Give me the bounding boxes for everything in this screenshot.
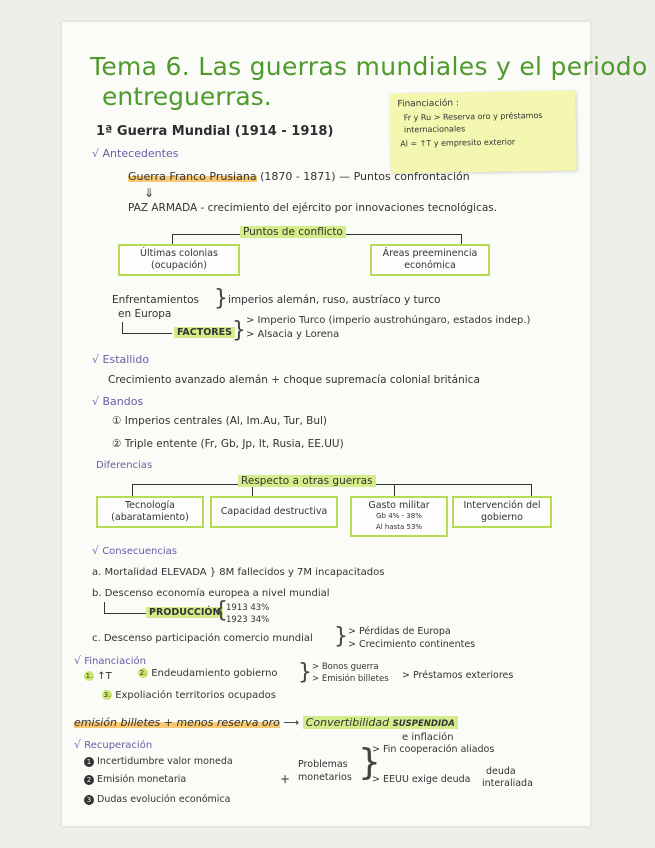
note-heading: Financiación : <box>397 98 460 110</box>
brace: } <box>358 742 381 783</box>
box-gasto-militar <box>350 496 448 537</box>
consecuencia-a: a. Mortalidad ELEVADA } 8M fallecidos y 7M incapacitados <box>92 567 385 578</box>
bracket-tick <box>132 484 133 496</box>
note-line: internacionales <box>403 124 466 135</box>
produccion-label: PRODUCCIÓN <box>146 607 223 618</box>
consecuencia-c-item: > Crecimiento continentes <box>348 639 476 650</box>
diferencias-heading: Diferencias <box>96 460 153 471</box>
paz-armada: PAZ ARMADA - crecimiento del ejército por innovaciones tecnológicas. <box>128 202 498 214</box>
arrow-shaft <box>122 333 172 334</box>
problema-item: > Fin cooperación aliados <box>372 744 495 755</box>
box-areas-preeminencia: Áreas preeminencia económica <box>370 244 490 276</box>
sticky-note <box>389 90 576 173</box>
produccion-value: 1913 43% <box>226 603 270 613</box>
emision-line: emisión billetes + menos reserva oro ⟶ Convertibilidad SUSPENDIDA <box>74 716 458 729</box>
factor-item: > Imperio Turco (imperio austrohúngaro, estados indep.) <box>246 315 531 326</box>
section-subtitle: 1ª Guerra Mundial (1914 - 1918) <box>96 124 334 139</box>
recuperacion-item: 3 Dudas evolución económica <box>84 794 231 805</box>
monetarios: monetarios <box>298 772 352 783</box>
enfrentamientos-detail: imperios alemán, ruso, austríaco y turco <box>228 294 441 306</box>
gasto-line: Al hasta 53% <box>375 523 423 531</box>
bando-item: ① Imperios centrales (Al, Im.Au, Tur, Bul) <box>112 415 327 427</box>
puntos-conflicto: Puntos de conflicto <box>240 226 346 238</box>
brace: } <box>232 318 246 343</box>
financiacion-heading: √ Financiación <box>74 654 146 667</box>
bracket-tick <box>461 234 462 244</box>
estallido-text: Crecimiento avanzado alemán + choque supremacía colonial británica <box>108 374 480 386</box>
financiacion-item-1: 1. ↑T <box>85 671 112 682</box>
respecto-otras-guerras: Respecto a otras guerras <box>238 475 376 487</box>
bonos-guerra: > Bonos guerra <box>312 662 379 672</box>
down-arrow: ⇓ <box>144 186 155 200</box>
estallido-heading: √ Estallido <box>92 353 150 366</box>
brace: } <box>214 286 228 311</box>
antecedentes-heading: √ Antecedentes <box>92 147 179 160</box>
enfrentamientos-label: Enfrentamientos <box>112 294 200 306</box>
notes-page <box>62 22 648 826</box>
recuperacion-item: 1 Incertidumbre valor moneda <box>84 756 233 767</box>
inflacion: e inflación <box>402 732 454 743</box>
deuda-label: interaliada <box>482 778 533 789</box>
brace: } <box>334 624 348 649</box>
note-line: Al = ↑T y empresito exterior <box>400 137 516 149</box>
plus-sign: + <box>280 772 291 786</box>
factor-item: > Alsacia y Lorena <box>246 329 340 340</box>
consecuencias-heading: √ Consecuencias <box>92 544 177 557</box>
page-title-continued: entreguerras. <box>102 82 272 111</box>
emision-billetes: > Emisión billetes <box>312 674 389 684</box>
note-line: Fr y Ru > Reserva oro y préstamos <box>403 110 543 123</box>
consecuencia-c-item: > Pérdidas de Europa <box>348 626 451 637</box>
gasto-title: Gasto militar <box>368 500 430 511</box>
prestamos-exteriores: > Préstamos exteriores <box>402 670 514 681</box>
deuda-label: deuda <box>486 766 516 777</box>
bracket-tick <box>531 484 532 496</box>
produccion-value: 1923 34% <box>226 615 270 625</box>
recuperacion-heading: √ Recuperación <box>74 738 153 751</box>
consecuencia-b: b. Descenso economía europea a nivel mundial <box>92 588 330 599</box>
brace: } <box>298 660 312 685</box>
bracket-tick <box>172 234 173 244</box>
franco-prusiana: Guerra Franco Prusiana (1870 - 1871) — Puntos confrontación <box>128 170 470 183</box>
problema-item: > EEUU exige deuda <box>372 774 471 785</box>
financiacion-item-3: 3. Expoliación territorios ocupados <box>103 690 276 701</box>
box-tecnologia: Tecnología (abaratamiento) <box>96 496 204 528</box>
bandos-heading: √ Bandos <box>92 395 144 408</box>
bando-item: ② Triple entente (Fr, Gb, Jp, It, Rusia, EE.UU) <box>112 438 344 450</box>
gasto-line: Gb 4% - 38% <box>376 512 422 520</box>
problemas: Problemas <box>298 759 348 770</box>
box-intervencion: Intervención del gobierno <box>452 496 552 528</box>
box-capacidad: Capacidad destructiva <box>210 496 338 528</box>
bracket-tick <box>394 484 395 496</box>
enfrentamientos-label-2: en Europa <box>118 308 172 320</box>
recuperacion-item: 2 Emisión monetaria <box>84 774 186 785</box>
financiacion-item-2: 2. Endeudamiento gobierno <box>139 668 278 679</box>
brace: { <box>214 598 228 623</box>
arrow-shaft <box>104 613 146 614</box>
factores-label: FACTORES <box>174 327 235 338</box>
box-ultimas-colonias: Últimas colonias (ocupación) <box>118 244 240 276</box>
page-title: Tema 6. Las guerras mundiales y el periodo <box>90 52 648 81</box>
consecuencia-c: c. Descenso participación comercio mundial <box>92 633 313 644</box>
